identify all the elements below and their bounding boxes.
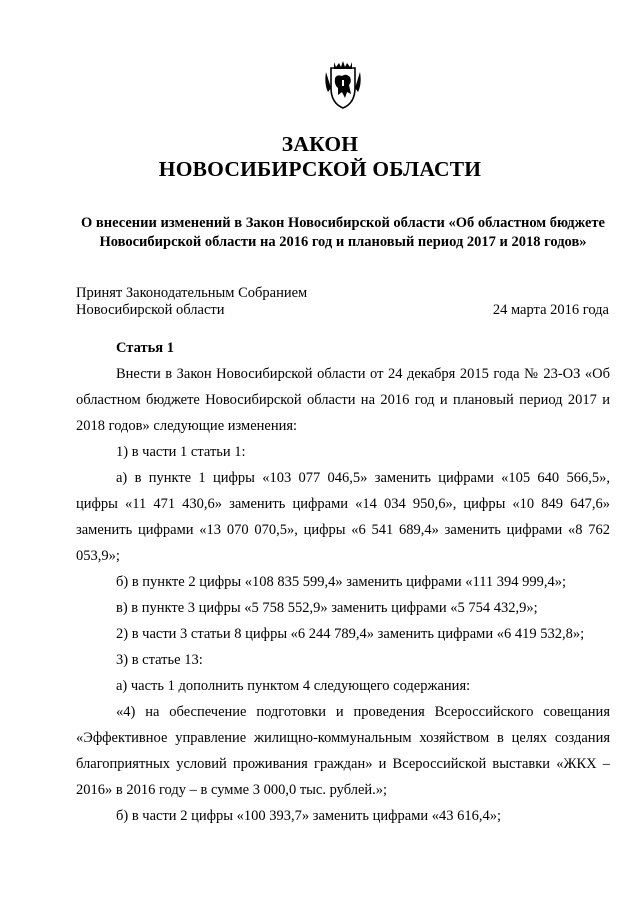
document-title-line-1: ЗАКОН [281, 132, 359, 156]
paragraph-intro: Внести в Закон Новосибирской области от 24 декабря 2015 года № 23-ОЗ «Об областном бюджете Новосибирской области на 2016 год и плановый период 2017 и 2018 годов» следующие изменения: [76, 366, 610, 434]
article-heading: Статья 1 [116, 340, 174, 356]
paragraph-item: а) в пункте 1 цифры «103 077 046,5» заменить цифрами «105 640 566,5», цифры «11 471 430,6» заменить цифрами «14 034 950,6», цифры «10 849 647,6» заменить цифрами «13 070 070,5», цифры «6 541 689,4» заменить цифрами «8 762 053,9»; [76, 470, 610, 564]
document-title-line-2: НОВОСИБИРСКОЙ ОБЛАСТИ [158, 157, 482, 181]
adoption-line-2: Новосибирской области [76, 302, 225, 318]
paragraph-item: а) часть 1 дополнить пунктом 4 следующего содержания: [116, 678, 471, 694]
paragraph-item: 1) в части 1 статьи 1: [116, 444, 246, 460]
novosibirsk-coat-of-arms-icon [322, 58, 364, 110]
paragraph-item: 2) в части 3 статьи 8 цифры «6 244 789,4» заменить цифрами «6 419 532,8»; [116, 626, 585, 642]
paragraph-quote: «4) на обеспечение подготовки и проведения Всероссийского совещания «Эффективное управление жилищно-коммунальным хозяйством в целях создания благоприятных условий проживания граждан» и Всероссийской выставки «ЖКХ – 2016» в 2016 году – в сумме 3 000,0 тыс. рублей.»; [76, 704, 610, 798]
adoption-date: 24 марта 2016 года [492, 302, 609, 318]
paragraph-item: в) в пункте 3 цифры «5 758 552,9» заменить цифрами «5 754 432,9»; [116, 600, 538, 616]
paragraph-item: 3) в статье 13: [116, 652, 203, 668]
paragraph-item: б) в пункте 2 цифры «108 835 599,4» заменить цифрами «111 394 999,4»; [116, 574, 567, 590]
adoption-line-1: Принят Законодательным Собранием [76, 285, 308, 301]
document-subtitle: О внесении изменений в Закон Новосибирской области «Об областном бюджете Новосибирской области на 2016 год и плановый период 2017 и 2018 годов» [81, 215, 605, 250]
paragraph-item: б) в части 2 цифры «100 393,7» заменить цифрами «43 616,4»; [116, 808, 502, 824]
